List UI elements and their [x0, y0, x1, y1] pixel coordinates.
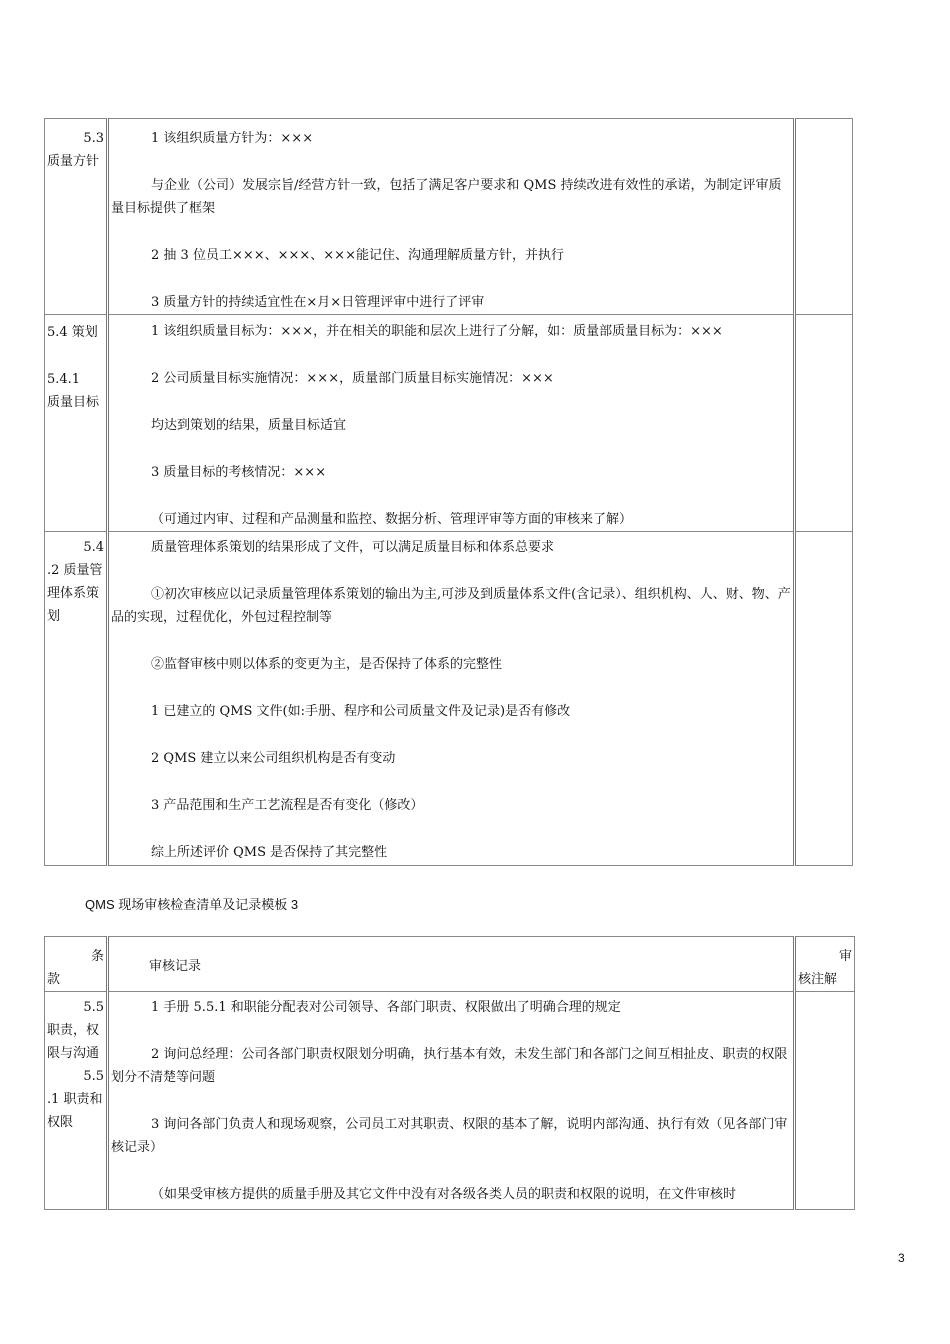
- table-row: [45, 992, 855, 1210]
- record-line: 1 已建立的 QMS 文件(如:手册、程序和公司质量文件及记录)是否有修改: [151, 704, 571, 719]
- record-line: 2 抽 3 位员工×××、×××、×××能记住、沟通理解质量方针，并执行: [151, 248, 564, 263]
- record-line: 3 质量目标的考核情况：×××: [151, 465, 327, 480]
- record-line: 综上所述评价 QMS 是否保持了其完整性: [151, 845, 388, 860]
- clause-number: 5.5: [83, 1069, 104, 1084]
- header-clause-b: 款: [47, 972, 61, 987]
- clause-cell: [45, 119, 108, 315]
- clause-number: 5.4 策划: [47, 325, 98, 340]
- note-cell: [795, 532, 853, 866]
- record-cell: [108, 119, 795, 315]
- note-cell: [795, 315, 853, 532]
- table-caption: QMS 现场审核检查清单及记录模板 3: [85, 897, 299, 912]
- clause-title: 5.4.1 质量目标: [47, 372, 100, 410]
- header-record-cell: [108, 937, 795, 992]
- checklist-table-continued: [44, 118, 853, 866]
- clause-number: 5.4: [83, 540, 104, 555]
- record-line: 3 产品范围和生产工艺流程是否有变化（修改）: [151, 798, 424, 813]
- header-note-cell: [795, 937, 855, 992]
- record-line: ②监督审核中则以体系的变更为主，是否保持了体系的完整性: [151, 657, 503, 672]
- record-line: 1 该组织质量方针为：×××: [151, 131, 314, 146]
- record-line: 1 手册 5.5.1 和职能分配表对公司领导、各部门职责、权限做出了明确合理的规定: [151, 1000, 621, 1015]
- record-line: 1 该组织质量目标为：×××，并在相关的职能和层次上进行了分解，如：质量部质量目标为：×××: [151, 324, 723, 339]
- record-line: 3 质量方针的持续适宜性在×月×日管理评审中进行了评审: [151, 295, 485, 310]
- header-clause-a: 条: [90, 949, 104, 964]
- clause-title: 职责，权限与沟通: [47, 1023, 100, 1061]
- record-cell: [108, 532, 795, 866]
- clause-cell: [45, 315, 108, 532]
- record-line: ①初次审核应以记录质量管理体系策划的输出为主,可涉及到质量体系文件(含记录）、组织机构、人、财、物、产品的实现，过程优化，外包过程控制等: [111, 587, 791, 625]
- checklist-table: [44, 936, 855, 1210]
- table-header-row: [45, 937, 855, 992]
- record-cell: [108, 315, 795, 532]
- clause-cell: [45, 992, 108, 1210]
- record-line: 质量管理体系策划的结果形成了文件，可以满足质量目标和体系总要求: [151, 540, 555, 555]
- clause-cell: [45, 532, 108, 866]
- clause-title: 质量方针: [47, 154, 100, 169]
- clause-number: 5.5: [83, 1000, 104, 1015]
- table-row: [45, 119, 853, 315]
- header-record-label: 审核记录: [149, 959, 202, 974]
- page-number: 3: [898, 1251, 905, 1265]
- clause-number: 5.3: [83, 131, 104, 146]
- note-cell: [795, 992, 855, 1210]
- record-line: 均达到策划的结果，质量目标适宜: [151, 418, 347, 433]
- record-line: （如果受审核方提供的质量手册及其它文件中没有对各级各类人员的职责和权限的说明，在文件审核时: [151, 1187, 737, 1202]
- clause-title: .2 质量管理体系策划: [47, 563, 103, 624]
- record-line: 2 公司质量目标实施情况：×××，质量部门质量目标实施情况：×××: [151, 371, 554, 386]
- record-line: 与企业（公司）发展宗旨/经营方针一致，包括了满足客户要求和 QMS 持续改进有效性的承诺，为制定评审质量目标提供了框架: [111, 178, 782, 216]
- header-note-b: 核注解: [798, 972, 838, 987]
- note-cell: [795, 119, 853, 315]
- record-line: 3 询问各部门负责人和现场观察，公司员工对其职责、权限的基本了解，说明内部沟通、执行有效（见各部门审核记录）: [111, 1117, 788, 1155]
- table-row: [45, 315, 853, 532]
- record-line: 2 询问总经理：公司各部门职责权限划分明确，执行基本有效，未发生部门和各部门之间互相扯皮、职责的权限划分不清楚等问题: [111, 1047, 788, 1085]
- table-row: [45, 532, 853, 866]
- record-cell: [108, 992, 795, 1210]
- record-line: 2 QMS 建立以来公司组织机构是否有变动: [151, 751, 396, 766]
- record-line: （可通过内审、过程和产品测量和监控、数据分析、管理评审等方面的审核来了解）: [151, 512, 633, 527]
- header-note-a: 审: [838, 949, 852, 964]
- header-clause-cell: [45, 937, 108, 992]
- clause-title: .1 职责和权限: [47, 1092, 103, 1130]
